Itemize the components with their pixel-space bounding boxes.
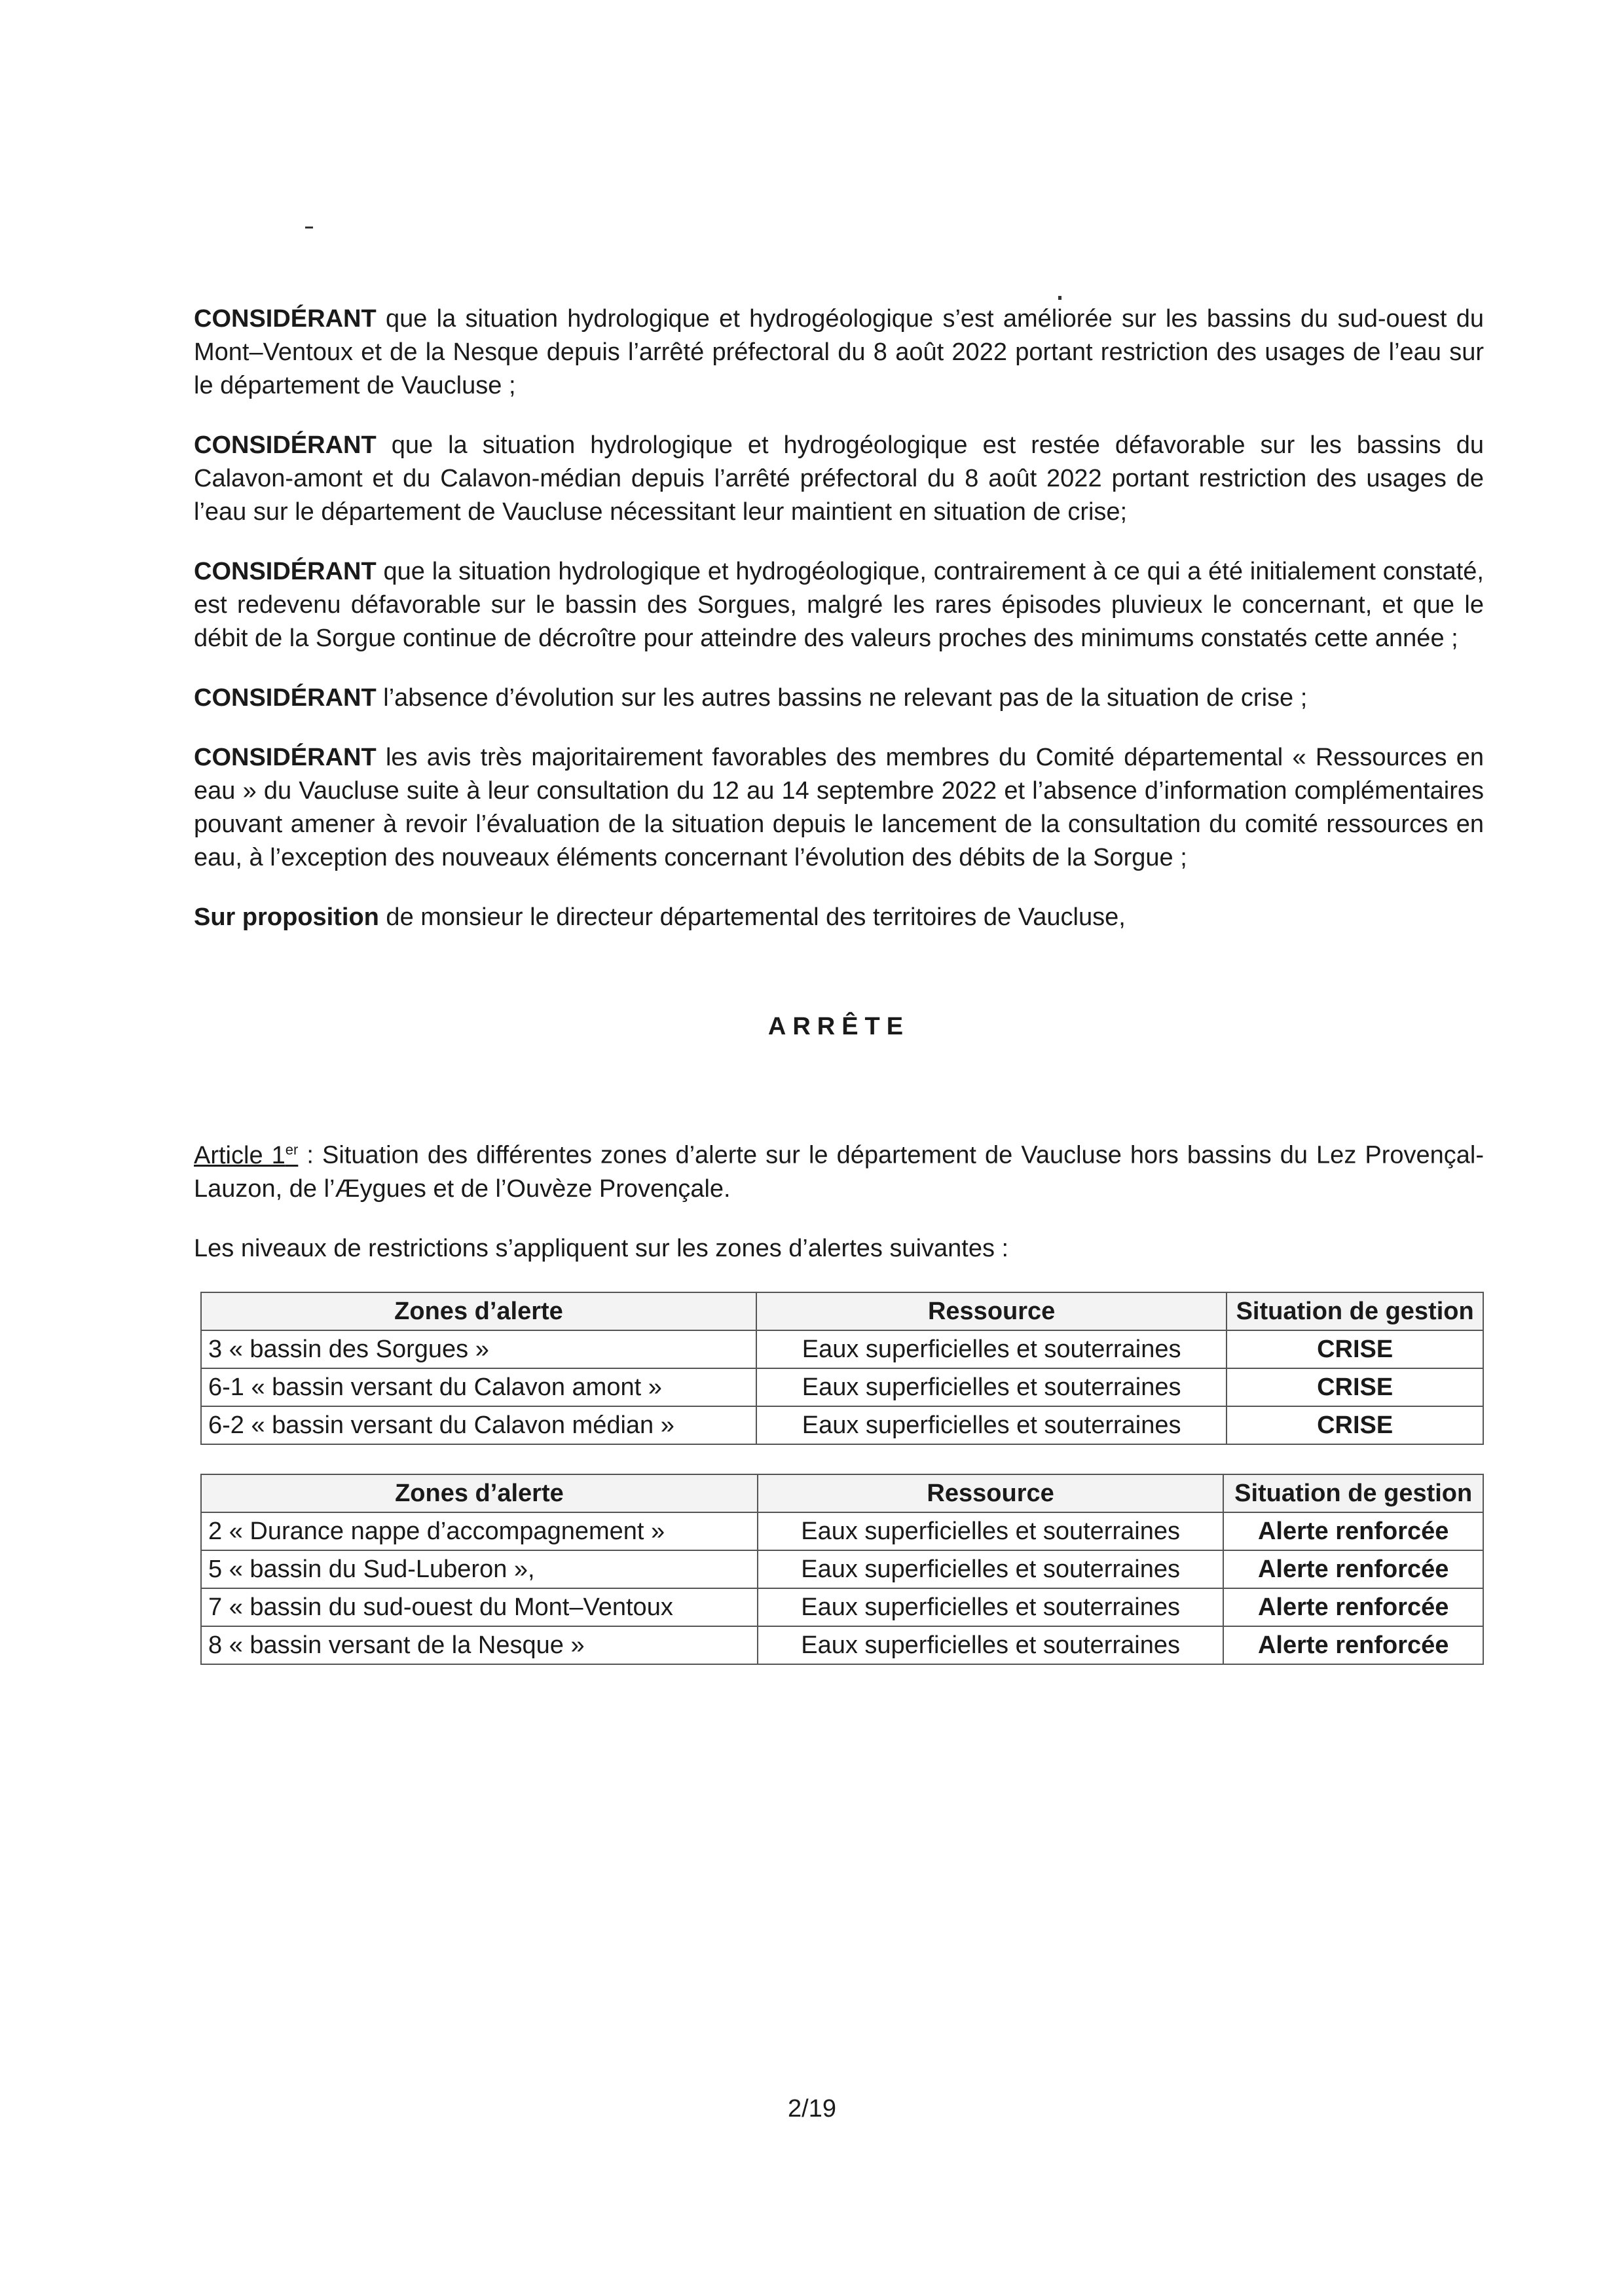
table-row	[201, 1626, 1483, 1664]
considerant-lead: CONSIDÉRANT	[194, 744, 377, 771]
crise-zones-table	[200, 1292, 1484, 1445]
situation-cell: CRISE	[1227, 1330, 1483, 1368]
table-row	[201, 1512, 1483, 1550]
proposition-text: de monsieur le directeur départemental des territoires de Vaucluse,	[378, 903, 1126, 931]
considerant-text: que la situation hydrologique et hydrogéologique, contrairement à ce qui a été initialement constaté, est redevenu défavorable sur le bassin des Sorgues, malgré les rares épisodes pluvieux le concernant, et que le débit de la Sorgue continue de décroître pour atteindre des valeurs proches des minimums constatés cette année ;	[194, 558, 1484, 652]
resource-cell: Eaux superficielles et souterraines	[758, 1550, 1224, 1588]
resource-cell: Eaux superficielles et souterraines	[756, 1368, 1227, 1406]
zone-cell: 5 « bassin du Sud-Luberon »,	[201, 1550, 758, 1588]
header-zones: Zones d’alerte	[201, 1292, 756, 1330]
considerant-4	[194, 682, 1484, 715]
header-zones: Zones d’alerte	[201, 1474, 758, 1512]
table-row	[201, 1550, 1483, 1588]
considerant-lead: CONSIDÉRANT	[194, 558, 377, 585]
situation-cell: Alerte renforcée	[1223, 1512, 1483, 1550]
table-header-row	[201, 1474, 1483, 1512]
considerant-lead: CONSIDÉRANT	[194, 684, 377, 712]
header-situation: Situation de gestion	[1227, 1292, 1483, 1330]
table-row	[201, 1588, 1483, 1626]
considerant-text: l’absence d’évolution sur les autres bassins ne relevant pas de la situation de crise ;	[376, 684, 1308, 712]
considerant-lead: CONSIDÉRANT	[194, 431, 377, 459]
table-header-row	[201, 1292, 1483, 1330]
resource-cell: Eaux superficielles et souterraines	[758, 1512, 1224, 1550]
alerte-zones-table	[200, 1474, 1484, 1665]
article-label-sup: er	[285, 1141, 299, 1157]
zone-cell: 6-1 « bassin versant du Calavon amont »	[201, 1368, 756, 1406]
considerant-3	[194, 555, 1484, 655]
document-body	[194, 302, 1484, 1694]
resource-cell: Eaux superficielles et souterraines	[758, 1626, 1224, 1664]
scan-speck	[305, 227, 313, 228]
resource-cell: Eaux superficielles et souterraines	[758, 1588, 1224, 1626]
situation-cell: CRISE	[1227, 1406, 1483, 1444]
article-1	[194, 1133, 1484, 1206]
considerant-2	[194, 429, 1484, 529]
zone-cell: 2 « Durance nappe d’accompagnement »	[201, 1512, 758, 1550]
arrete-heading: ARRÊTE	[767, 1013, 910, 1040]
resource-cell: Eaux superficielles et souterraines	[756, 1406, 1227, 1444]
zone-cell: 7 « bassin du sud-ouest du Mont–Ventoux	[201, 1588, 758, 1626]
proposition	[194, 901, 1484, 934]
considerant-lead: CONSIDÉRANT	[194, 305, 377, 333]
proposition-lead: Sur proposition	[194, 903, 379, 931]
table-row	[201, 1330, 1483, 1368]
table-row	[201, 1368, 1483, 1406]
considerant-1	[194, 302, 1484, 403]
resource-cell: Eaux superficielles et souterraines	[756, 1330, 1227, 1368]
header-resource: Ressource	[756, 1292, 1227, 1330]
situation-cell: Alerte renforcée	[1223, 1550, 1483, 1588]
considerant-text: que la situation hydrologique et hydrogéologique s’est améliorée sur les bassins du sud-ouest du Mont–Ventoux et de la Nesque depuis l’arrêté préfectoral du 8 août 2022 portant restriction des usages de l’eau sur le département de Vaucluse ;	[194, 305, 1484, 399]
situation-cell: Alerte renforcée	[1223, 1588, 1483, 1626]
header-resource: Ressource	[758, 1474, 1224, 1512]
table-row	[201, 1406, 1483, 1444]
article-label-text: Article 1	[194, 1141, 286, 1169]
article-label	[194, 1142, 298, 1169]
header-situation: Situation de gestion	[1223, 1474, 1483, 1512]
situation-cell: Alerte renforcée	[1223, 1626, 1483, 1664]
considerant-text: que la situation hydrologique et hydrogéologique est restée défavorable sur les bassins du Calavon-amont et du Calavon-médian depuis l’arrêté préfectoral du 8 août 2022 portant restriction des usages de l’eau sur le département de Vaucluse nécessitant leur maintient en situation de crise;	[194, 431, 1484, 526]
zone-cell: 6-2 « bassin versant du Calavon médian »	[201, 1406, 756, 1444]
zone-cell: 8 « bassin versant de la Nesque »	[201, 1626, 758, 1664]
situation-cell: CRISE	[1227, 1368, 1483, 1406]
scan-speck	[1058, 296, 1061, 300]
considerant-5	[194, 741, 1484, 875]
page-number: 2/19	[788, 2095, 836, 2123]
considerant-text: les avis très majoritairement favorables des membres du Comité départemental « Ressources en eau » du Vaucluse suite à leur consultation du 12 au 14 septembre 2022 et l’absence d’information complémentaires pouvant amener à revoir l’évaluation de la situation depuis le lancement de la consultation du comité ressources en eau, à l’exception des nouveaux éléments concernant l’évolution des débits de la Sorgue ;	[194, 744, 1484, 871]
article-text: : Situation des différentes zones d’alerte sur le département de Vaucluse hors bassins du Lez Provençal-Lauzon, de l’Æygues et de l’Ouvèze Provençale.	[194, 1141, 1484, 1203]
zone-cell: 3 « bassin des Sorgues »	[201, 1330, 756, 1368]
restrictions-intro: Les niveaux de restrictions s’appliquent sur les zones d’alertes suivantes :	[194, 1234, 1009, 1262]
